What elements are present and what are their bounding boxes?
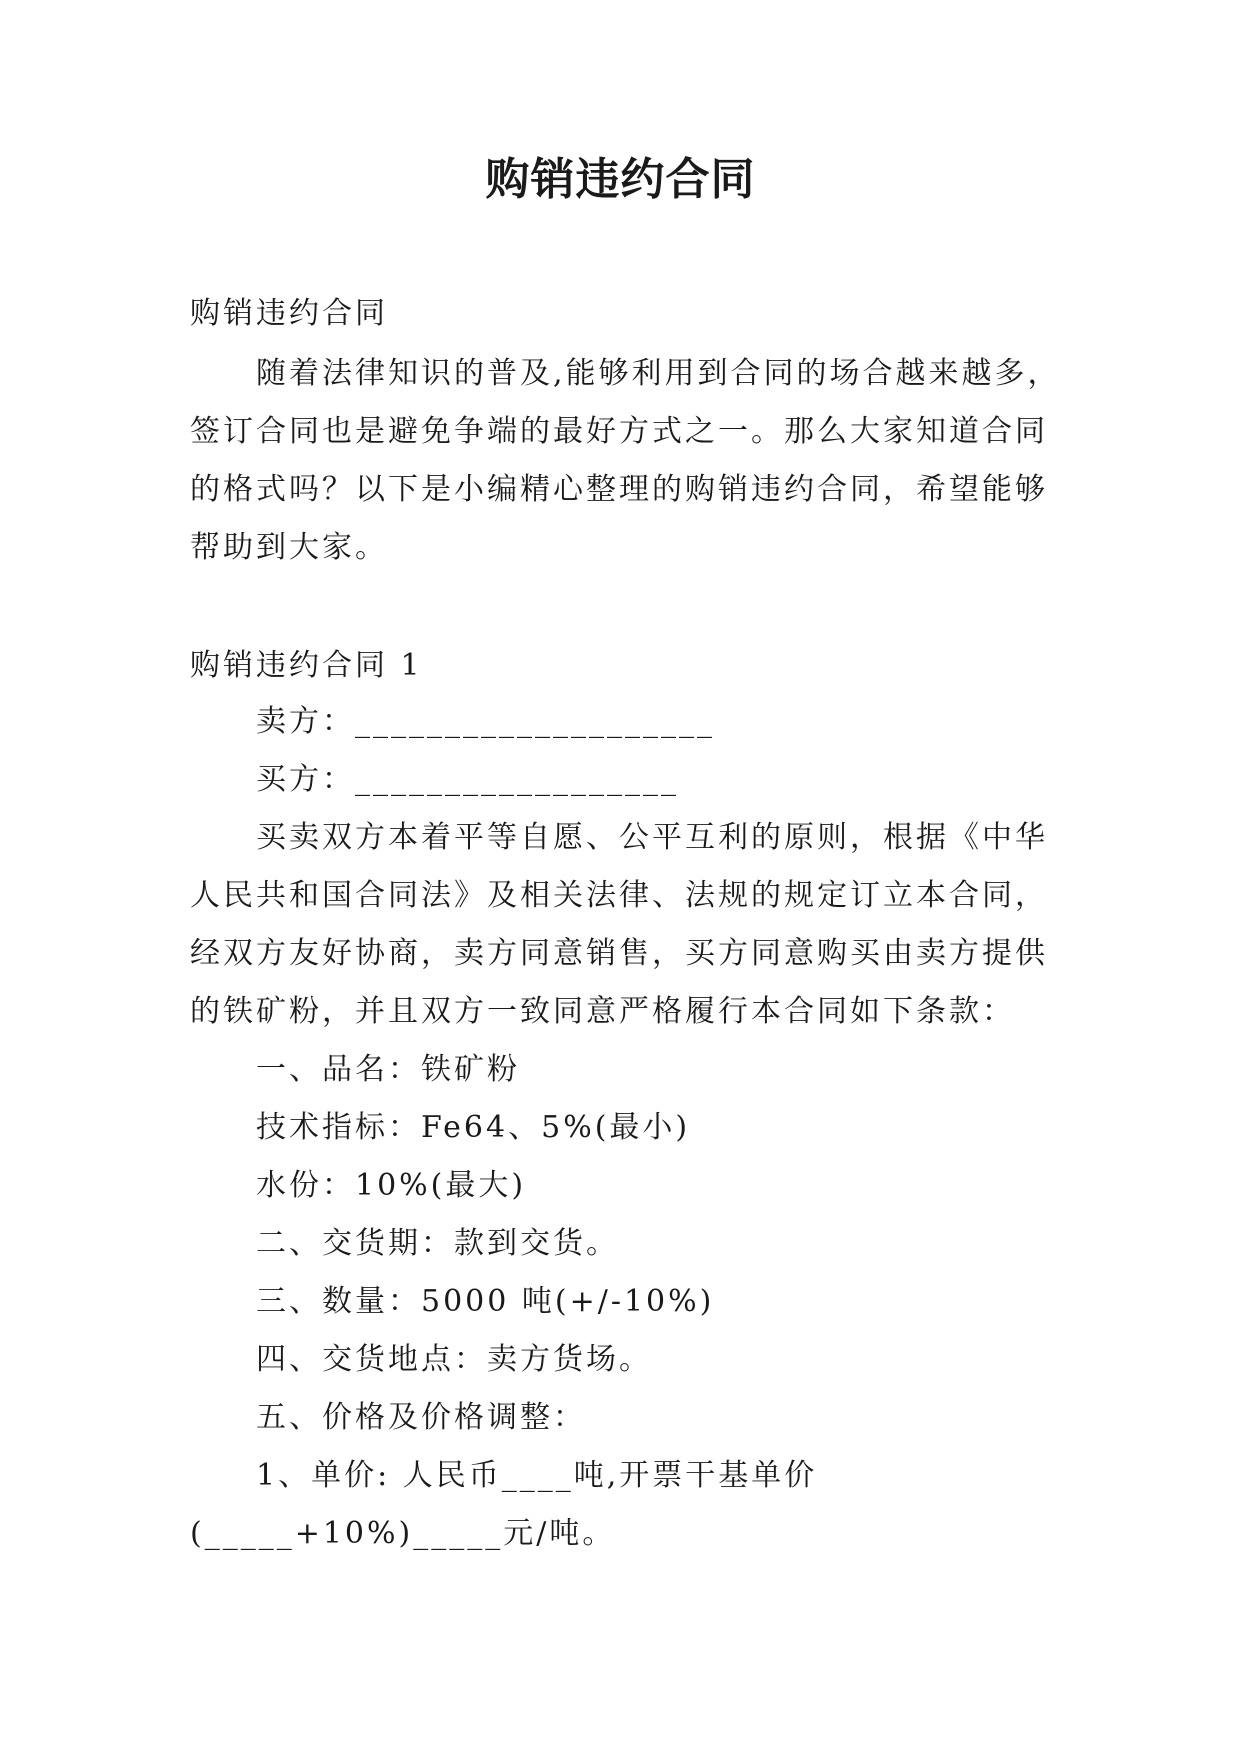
clause-price-heading: 五、价格及价格调整： — [256, 1400, 586, 1435]
clause-delivery-period: 二、交货期：款到交货。 — [256, 1226, 619, 1261]
clause-technical-spec: 技术指标：Fe64、5%(最小) — [256, 1110, 691, 1145]
intro-paragraph: 随着法律知识的普及,能够利用到合同的场合越来越多，签订合同也是避免争端的最好方式之一。那么大家知道合同的格式吗？以下是小编精心整理的购销违约合同，希望能够帮助到大家。 — [190, 356, 1061, 565]
seller-line: 卖方：____________________ — [256, 704, 715, 739]
clause-product-name: 一、品名：铁矿粉 — [256, 1052, 520, 1087]
document-title: 购销违约合同 — [485, 154, 756, 205]
clause-moisture: 水份：10%(最大) — [256, 1168, 527, 1203]
clause-delivery-place: 四、交货地点：卖方货场。 — [256, 1342, 652, 1377]
clause-unit-price: 1、单价: 人民币____吨,开票干基单价(_____+10%)_____元/吨。 — [190, 1458, 818, 1551]
clause-quantity: 三、数量：5000 吨(+/-10%) — [256, 1284, 715, 1319]
contract-clauses — [190, 693, 1070, 1563]
buyer-line: 买方：__________________ — [256, 762, 679, 797]
section-title: 购销违约合同 1 — [190, 648, 423, 683]
preamble-paragraph: 买卖双方本着平等自愿、公平互利的原则，根据《中华人民共和国合同法》及相关法律、法规的规定订立本合同，经双方友好协商，卖方同意销售，买方同意购买由卖方提供的铁矿粉，并且双方一致同意严格履行本合同如下条款： — [190, 820, 1048, 1029]
document-subtitle: 购销违约合同 — [190, 296, 388, 331]
